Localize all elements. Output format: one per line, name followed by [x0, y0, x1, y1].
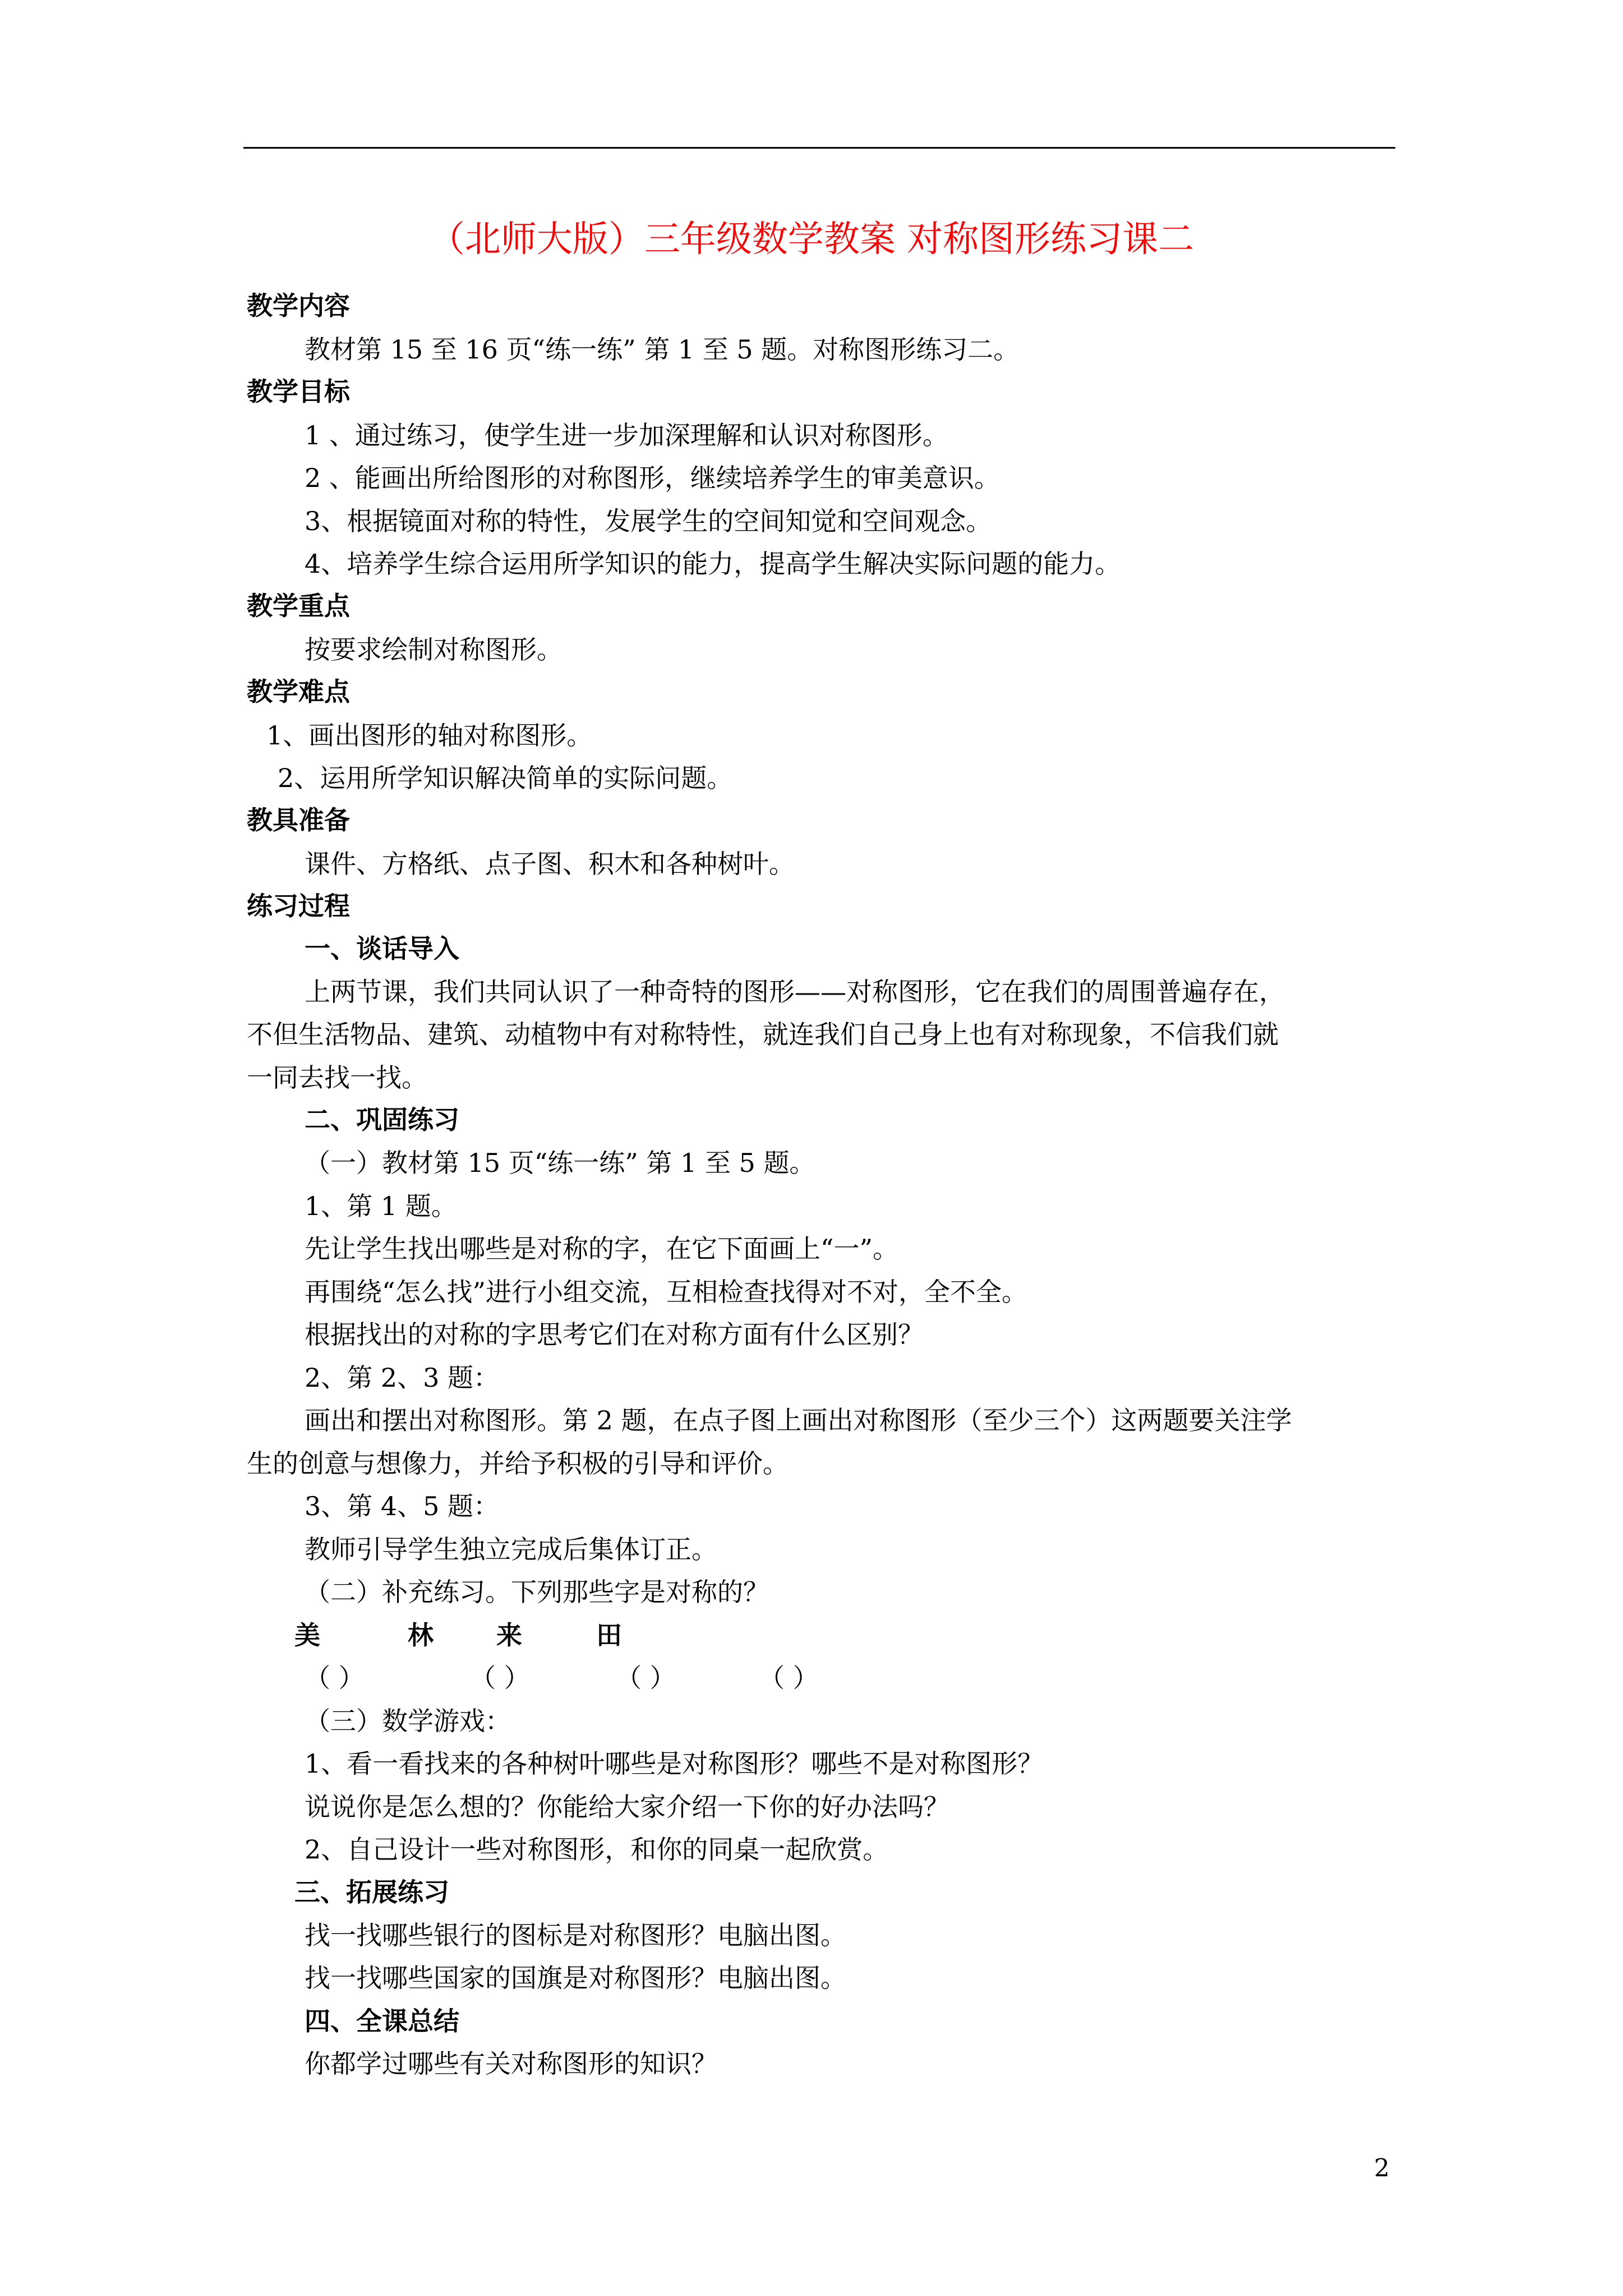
body-line: 说说你是怎么想的？你能给大家介绍一下你的好办法吗？: [305, 1792, 949, 1822]
body-line: 4、培养学生综合运用所学知识的能力，提高学生解决实际问题的能力。: [305, 549, 1121, 579]
body-line: 3、第 4、5 题：: [305, 1491, 500, 1521]
page-number: 2: [1374, 2154, 1390, 2183]
body-line: 画出和摆出对称图形。第 2 题，在点子图上画出对称图形（至少三个）这两题要关注学: [305, 1405, 1292, 1435]
body-line: 一同去找一找。: [247, 1062, 427, 1093]
body-line: 按要求绘制对称图形。: [305, 634, 562, 665]
body-line: 1、画出图形的轴对称图形。: [266, 720, 593, 751]
exercise-character: 来: [496, 1620, 522, 1650]
exercise-character: 林: [408, 1620, 434, 1650]
exercise-character: 田: [596, 1620, 622, 1650]
body-line: 教材第 15 至 16 页“练一练” 第 1 至 5 题。对称图形练习二。: [305, 334, 1020, 365]
body-line: 1、看一看找来的各种树叶哪些是对称图形？哪些不是对称图形？: [305, 1749, 1044, 1779]
document-title: （北师大版）三年级数学教案 对称图形练习课二: [428, 219, 1195, 260]
header-rule: [243, 147, 1395, 149]
body-line: 再围绕“怎么找”进行小组交流，互相检查找得对不对，全不全。: [305, 1277, 1028, 1307]
body-line: 2 、能画出所给图形的对称图形，继续培养学生的审美意识。: [305, 463, 1000, 493]
body-line: 1 、通过练习，使学生进一步加深理解和认识对称图形。: [305, 420, 948, 450]
body-line: （三）数学游戏：: [305, 1706, 511, 1736]
body-line: 先让学生找出哪些是对称的字，在它下面画上“一”。: [305, 1234, 899, 1264]
body-line: （一）教材第 15 页“练一练” 第 1 至 5 题。: [305, 1148, 815, 1178]
section-heading: 教学内容: [247, 291, 350, 321]
body-line: 不但生活物品、建筑、动植物中有对称特性，就连我们自己身上也有对称现象，不信我们就: [247, 1019, 1279, 1050]
body-line: 1、第 1 题。: [305, 1191, 457, 1221]
answer-blank: （ ）: [305, 1663, 365, 1693]
body-line: 2、自己设计一些对称图形，和你的同桌一起欣赏。: [305, 1834, 889, 1865]
exercise-character: 美: [294, 1620, 320, 1650]
section-heading: 教学难点: [247, 677, 350, 707]
body-line: 2、第 2、3 题：: [305, 1363, 500, 1393]
body-line: 2、运用所学知识解决简单的实际问题。: [278, 763, 733, 793]
body-line: 根据找出的对称的字思考它们在对称方面有什么区别？: [305, 1319, 924, 1350]
subsection-heading: 一、谈话导入: [305, 933, 459, 964]
subsection-heading: 三、拓展练习: [294, 1877, 449, 1907]
body-line: 你都学过哪些有关对称图形的知识？: [305, 2049, 717, 2079]
section-heading: 教学目标: [247, 376, 350, 407]
body-line: 教师引导学生独立完成后集体订正。: [305, 1534, 717, 1565]
body-line: 找一找哪些银行的图标是对称图形？电脑出图。: [305, 1920, 846, 1950]
subsection-heading: 四、全课总结: [305, 2006, 459, 2036]
body-line: 3、根据镜面对称的特性，发展学生的空间知觉和空间观念。: [305, 506, 992, 536]
body-line: 上两节课，我们共同认识了一种奇特的图形——对称图形，它在我们的周围普遍存在，: [305, 977, 1285, 1007]
subsection-heading: 二、巩固练习: [305, 1105, 459, 1135]
section-heading: 教学重点: [247, 591, 350, 621]
body-line: 找一找哪些国家的国旗是对称图形？电脑出图。: [305, 1963, 846, 1993]
body-line: （二）补充练习。下列那些字是对称的？: [305, 1577, 769, 1607]
body-line: 生的创意与想像力，并给予积极的引导和评价。: [247, 1448, 789, 1479]
section-heading: 练习过程: [247, 891, 350, 921]
section-heading: 教具准备: [247, 805, 350, 835]
answer-blank: （ ）: [470, 1663, 530, 1693]
body-line: 课件、方格纸、点子图、积木和各种树叶。: [305, 849, 795, 879]
answer-blank: （ ）: [616, 1663, 676, 1693]
answer-blank: （ ）: [759, 1663, 819, 1693]
